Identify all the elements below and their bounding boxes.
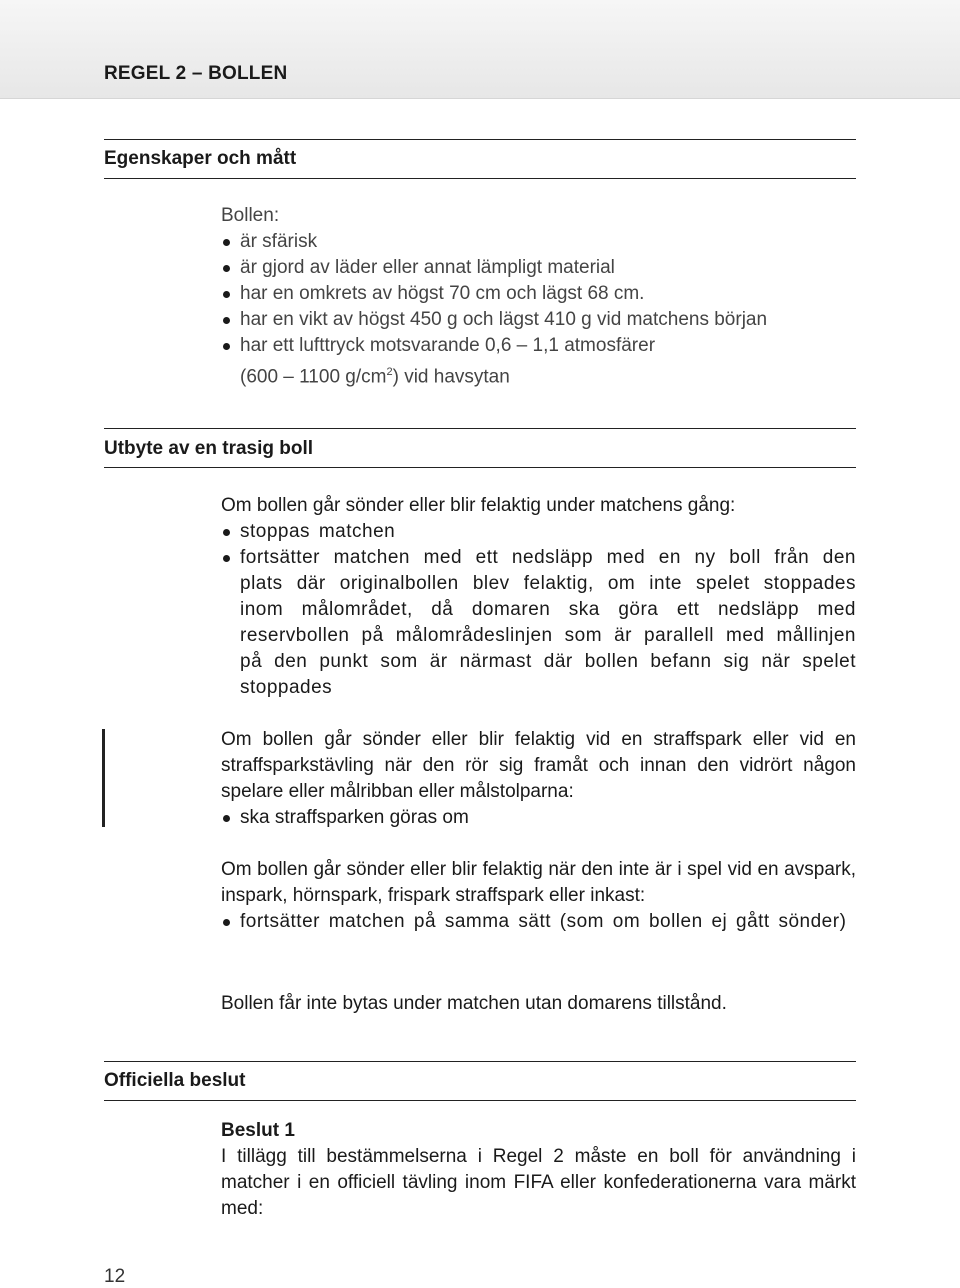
section-divider bbox=[104, 428, 856, 429]
decision-text: I tillägg till bestämmelserna i Regel 2 måste en boll för användning i matcher i en officiell tävling inom FIFA eller konfederationerna vara märkt med: bbox=[221, 1146, 856, 1219]
replacement-para-1 bbox=[221, 493, 856, 701]
list-item: fortsätter matchen på samma sätt (som om bollen ej gått sönder) bbox=[221, 909, 856, 935]
section-divider bbox=[104, 178, 856, 179]
list-item: har en vikt av högst 450 g och lägst 410 g vid matchens början bbox=[221, 307, 856, 333]
list-item: har ett lufttryck motsvarande 0,6 – 1,1 atmosfärer bbox=[221, 333, 856, 359]
replacement-para-2 bbox=[221, 727, 856, 831]
page-number: 12 bbox=[104, 1266, 126, 1287]
list-item: fortsätter matchen med ett nedsläpp med en ny boll från den plats där originalbollen blev felaktig, om inte spelet stoppades inom målområdet, då domaren ska göra ett nedsläpp med reservbollen på målområdeslinjen som är parallell med mållinjen på den punkt som är närmast där bollen befann sig när spelet stoppades bbox=[221, 545, 856, 701]
section-divider bbox=[104, 1061, 856, 1062]
section-title-properties: Egenskaper och mått bbox=[104, 148, 297, 169]
section-title-decisions: Officiella beslut bbox=[104, 1070, 246, 1091]
paragraph-intro: Om bollen går sönder eller blir felaktig under matchens gång: bbox=[221, 495, 736, 516]
replacement-para-4 bbox=[221, 991, 856, 1017]
section-title-replacement: Utbyte av en trasig boll bbox=[104, 438, 314, 459]
pressure-continuation bbox=[221, 359, 856, 390]
decision-1 bbox=[221, 1118, 856, 1222]
properties-intro: Bollen: bbox=[221, 205, 280, 226]
section-divider bbox=[104, 1100, 856, 1101]
paragraph-text: Bollen får inte bytas under matchen utan domarens tillstånd. bbox=[221, 993, 727, 1014]
change-bar bbox=[102, 729, 105, 827]
list-item: har en omkrets av högst 70 cm och lägst 68 cm. bbox=[221, 281, 856, 307]
replacement-para-3 bbox=[221, 857, 856, 935]
replacement-list-2 bbox=[221, 805, 856, 831]
paragraph-intro: Om bollen går sönder eller blir felaktig vid en straffspark eller vid en straffsparkstävling när den rör sig framåt och innan den vidrört någon spelare eller målribban eller målstolparna: bbox=[221, 729, 856, 802]
paragraph-intro: Om bollen går sönder eller blir felaktig när den inte är i spel vid en avspark, inspark, hörnspark, frispark straffspark eller inkast: bbox=[221, 859, 856, 906]
list-item: är sfärisk bbox=[221, 229, 856, 255]
decision-title: Beslut 1 bbox=[221, 1120, 295, 1141]
list-item: ska straffsparken göras om bbox=[221, 805, 856, 831]
rule-title: REGEL 2 – BOLLEN bbox=[104, 63, 288, 84]
section-divider bbox=[104, 139, 856, 140]
list-item: stoppas matchen bbox=[221, 519, 856, 545]
section-divider bbox=[104, 467, 856, 468]
pressure-range: (600 – 1100 g/cm bbox=[240, 366, 387, 388]
list-item: är gjord av läder eller annat lämpligt material bbox=[221, 255, 856, 281]
superscript-exponent: 2 bbox=[386, 366, 393, 378]
replacement-list-1 bbox=[221, 519, 856, 701]
pressure-location: ) vid havsytan bbox=[392, 366, 510, 388]
replacement-list-3 bbox=[221, 909, 856, 935]
properties-block bbox=[221, 203, 856, 390]
properties-list bbox=[221, 229, 856, 359]
